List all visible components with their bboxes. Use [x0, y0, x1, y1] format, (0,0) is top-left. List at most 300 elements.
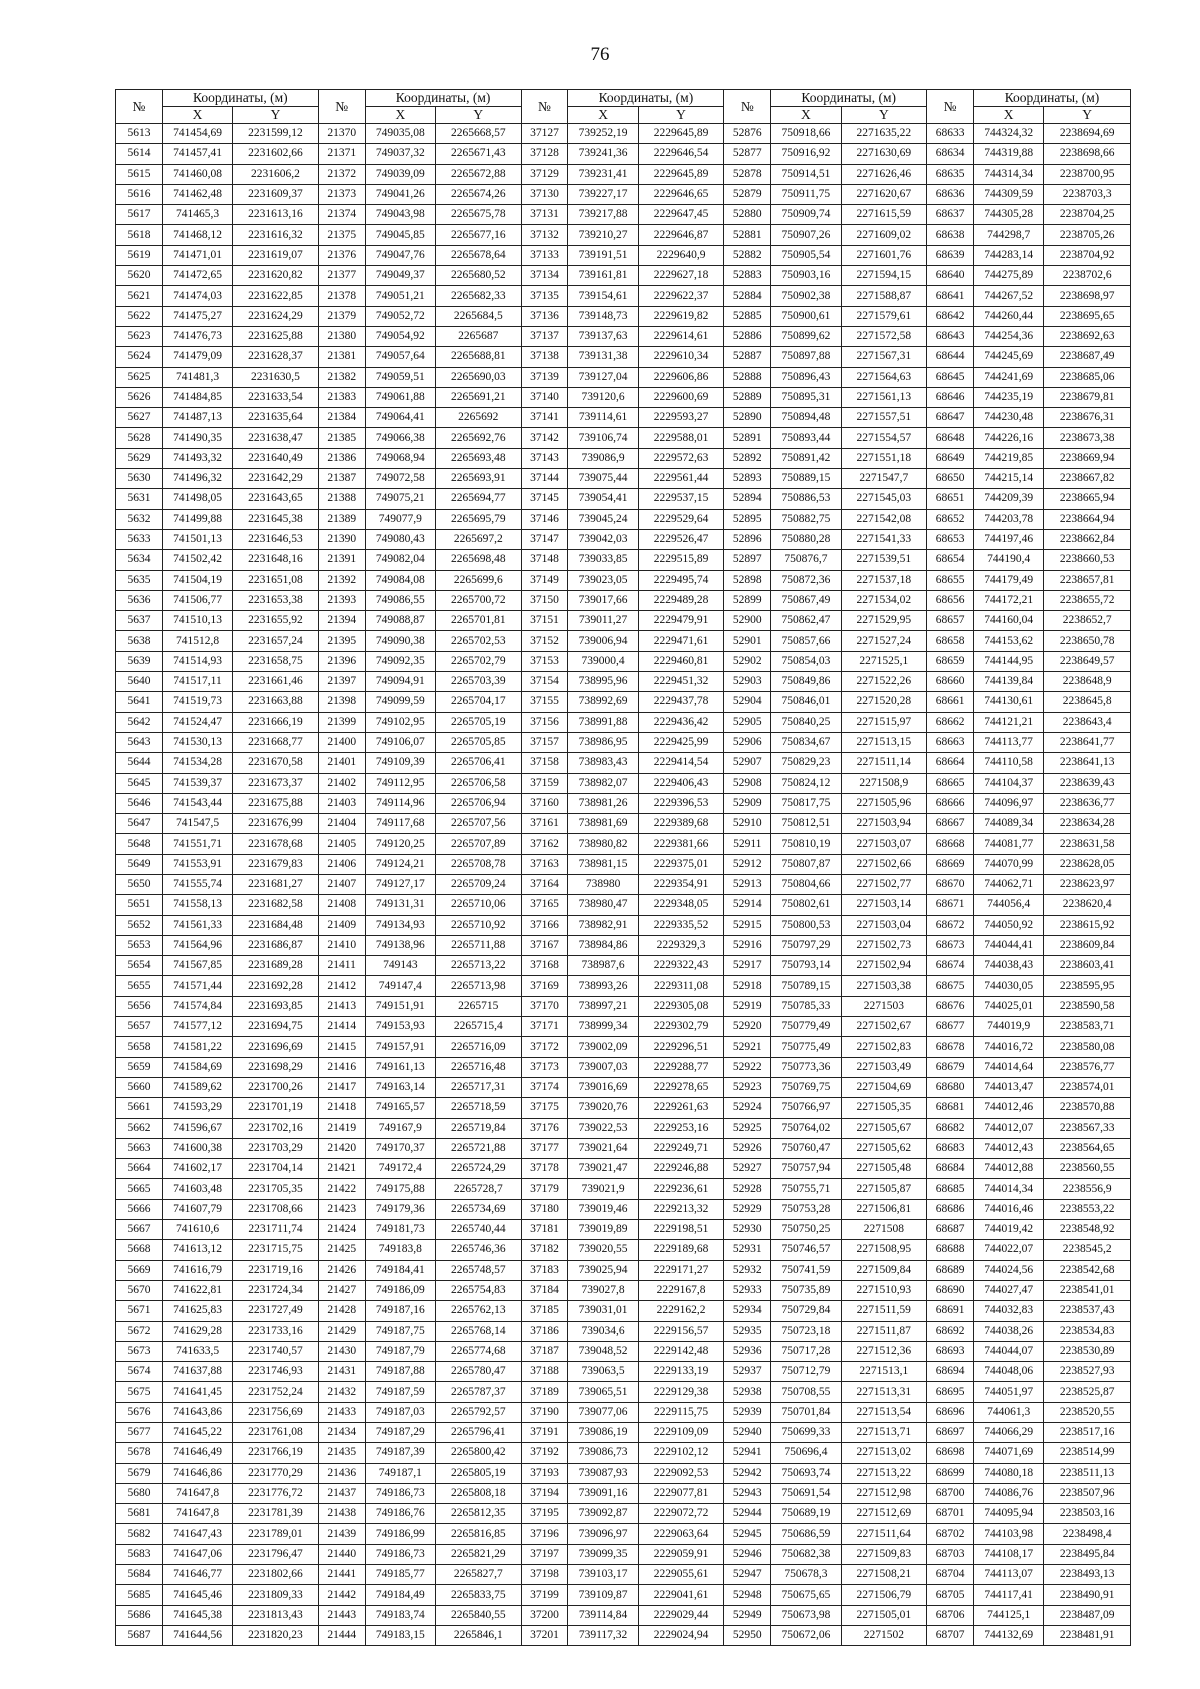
coord-x-cell: 744203,78 — [974, 509, 1044, 529]
coord-x-cell: 750824,12 — [771, 773, 841, 793]
point-number-cell: 68656 — [927, 590, 974, 610]
coord-y-cell: 2265812,35 — [435, 1504, 521, 1524]
coord-x-cell: 750764,02 — [771, 1118, 841, 1138]
coord-x-cell: 738992,69 — [568, 692, 638, 712]
point-number-cell: 5677 — [116, 1423, 163, 1443]
point-number-cell: 37127 — [521, 124, 568, 144]
coord-y-cell: 2231809,33 — [233, 1585, 319, 1605]
point-number-cell: 68702 — [927, 1524, 974, 1544]
point-number-cell: 37130 — [521, 184, 568, 204]
coord-y-cell: 2271505,87 — [841, 1179, 927, 1199]
coord-x-cell: 749167,9 — [365, 1118, 435, 1138]
point-number-cell: 5669 — [116, 1260, 163, 1280]
point-number-cell: 52876 — [724, 124, 771, 144]
coord-x-cell: 750693,74 — [771, 1463, 841, 1483]
coord-x-cell: 738987,6 — [568, 956, 638, 976]
coord-y-cell: 2229572,63 — [638, 448, 724, 468]
coord-x-cell: 739148,73 — [568, 306, 638, 326]
table-row — [116, 326, 1131, 346]
coord-y-cell: 2231666,19 — [233, 712, 319, 732]
coord-x-cell: 738982,91 — [568, 915, 638, 935]
point-number-cell: 52915 — [724, 915, 771, 935]
point-number-cell: 21397 — [318, 672, 365, 692]
table-row — [116, 1423, 1131, 1443]
coord-x-cell: 750895,31 — [771, 387, 841, 407]
point-number-cell: 68704 — [927, 1565, 974, 1585]
coord-y-cell: 2271564,63 — [841, 367, 927, 387]
coord-x-cell: 744275,89 — [974, 266, 1044, 286]
point-number-cell: 37142 — [521, 428, 568, 448]
column-group-coordinates: Координаты, (м) — [162, 90, 318, 107]
coord-x-cell: 739020,55 — [568, 1240, 638, 1260]
coord-x-cell: 744016,46 — [974, 1199, 1044, 1219]
coord-y-cell: 2238537,43 — [1044, 1301, 1131, 1321]
coord-x-cell: 744230,48 — [974, 408, 1044, 428]
point-number-cell: 37153 — [521, 651, 568, 671]
coord-x-cell: 739011,27 — [568, 611, 638, 631]
coord-x-cell: 750846,01 — [771, 692, 841, 712]
coord-x-cell: 749086,55 — [365, 590, 435, 610]
point-number-cell: 21444 — [318, 1625, 365, 1645]
coord-y-cell: 2238702,6 — [1044, 266, 1131, 286]
coord-y-cell: 2271522,26 — [841, 672, 927, 692]
coord-x-cell: 750800,53 — [771, 915, 841, 935]
coord-x-cell: 750896,43 — [771, 367, 841, 387]
coord-x-cell: 744062,71 — [974, 874, 1044, 894]
table-row — [116, 976, 1131, 996]
point-number-cell: 5676 — [116, 1402, 163, 1422]
table-row — [116, 529, 1131, 549]
coord-x-cell: 739077,06 — [568, 1402, 638, 1422]
point-number-cell: 5617 — [116, 205, 163, 225]
point-number-cell: 68670 — [927, 874, 974, 894]
coord-y-cell: 2265691,21 — [435, 387, 521, 407]
point-number-cell: 37166 — [521, 915, 568, 935]
coord-y-cell: 2265675,78 — [435, 205, 521, 225]
coord-x-cell: 749181,73 — [365, 1220, 435, 1240]
point-number-cell: 5661 — [116, 1098, 163, 1118]
point-number-cell: 68645 — [927, 367, 974, 387]
point-number-cell: 52895 — [724, 509, 771, 529]
point-number-cell: 68657 — [927, 611, 974, 631]
coord-y-cell: 2229489,28 — [638, 590, 724, 610]
point-number-cell: 52891 — [724, 428, 771, 448]
point-number-cell: 37154 — [521, 672, 568, 692]
point-number-cell: 21420 — [318, 1138, 365, 1158]
coord-x-cell: 750817,75 — [771, 793, 841, 813]
coord-x-cell: 744016,72 — [974, 1037, 1044, 1057]
point-number-cell: 37161 — [521, 814, 568, 834]
point-number-cell: 21385 — [318, 428, 365, 448]
coord-y-cell: 2231655,92 — [233, 611, 319, 631]
point-number-cell: 21381 — [318, 347, 365, 367]
point-number-cell: 21413 — [318, 996, 365, 1016]
coord-x-cell: 741471,01 — [162, 245, 232, 265]
coord-x-cell: 750789,15 — [771, 976, 841, 996]
coord-y-cell: 2271508 — [841, 1220, 927, 1240]
point-number-cell: 68683 — [927, 1138, 974, 1158]
coord-x-cell: 749186,73 — [365, 1544, 435, 1564]
coord-x-cell: 741574,84 — [162, 996, 232, 1016]
point-number-cell: 5627 — [116, 408, 163, 428]
point-number-cell: 52941 — [724, 1443, 771, 1463]
coord-x-cell: 744130,61 — [974, 692, 1044, 712]
coord-y-cell: 2271502,94 — [841, 956, 927, 976]
coord-y-cell: 2271512,36 — [841, 1341, 927, 1361]
coord-x-cell: 749134,93 — [365, 915, 435, 935]
point-number-cell: 68642 — [927, 306, 974, 326]
coord-y-cell: 2231638,47 — [233, 428, 319, 448]
coord-y-cell: 2231727,49 — [233, 1301, 319, 1321]
point-number-cell: 5645 — [116, 773, 163, 793]
point-number-cell: 21396 — [318, 651, 365, 671]
point-number-cell: 52879 — [724, 184, 771, 204]
point-number-cell: 68636 — [927, 184, 974, 204]
table-row — [116, 773, 1131, 793]
coord-y-cell: 2265677,16 — [435, 225, 521, 245]
column-group-coordinates: Координаты, (м) — [568, 90, 724, 107]
table-row — [116, 1585, 1131, 1605]
table-row — [116, 590, 1131, 610]
coord-x-cell: 744108,17 — [974, 1544, 1044, 1564]
coord-y-cell: 2271513,22 — [841, 1463, 927, 1483]
point-number-cell: 68639 — [927, 245, 974, 265]
point-number-cell: 52901 — [724, 631, 771, 651]
coord-y-cell: 2271534,02 — [841, 590, 927, 610]
coord-y-cell: 2271545,03 — [841, 489, 927, 509]
table-row — [116, 509, 1131, 529]
coord-y-cell: 2229406,43 — [638, 773, 724, 793]
coord-x-cell: 749057,64 — [365, 347, 435, 367]
coord-x-cell: 750766,97 — [771, 1098, 841, 1118]
point-number-cell: 52916 — [724, 935, 771, 955]
coord-x-cell: 741564,96 — [162, 935, 232, 955]
point-number-cell: 52947 — [724, 1565, 771, 1585]
point-number-cell: 52926 — [724, 1138, 771, 1158]
point-number-cell: 68699 — [927, 1463, 974, 1483]
coord-x-cell: 750779,49 — [771, 1017, 841, 1037]
coord-y-cell: 2271511,14 — [841, 753, 927, 773]
coord-x-cell: 741502,42 — [162, 550, 232, 570]
coord-y-cell: 2265717,31 — [435, 1077, 521, 1097]
point-number-cell: 68672 — [927, 915, 974, 935]
coord-y-cell: 2238620,4 — [1044, 895, 1131, 915]
coord-y-cell: 2238595,95 — [1044, 976, 1131, 996]
point-number-cell: 5667 — [116, 1220, 163, 1240]
coord-x-cell: 739120,6 — [568, 387, 638, 407]
table-row — [116, 489, 1131, 509]
coord-y-cell: 2238548,92 — [1044, 1220, 1131, 1240]
coord-y-cell: 2271537,18 — [841, 570, 927, 590]
coord-y-cell: 2231813,43 — [233, 1605, 319, 1625]
coord-x-cell: 738993,26 — [568, 976, 638, 996]
coord-x-cell: 741490,35 — [162, 428, 232, 448]
point-number-cell: 37192 — [521, 1443, 568, 1463]
point-number-cell: 68701 — [927, 1504, 974, 1524]
column-header-x: X — [771, 107, 841, 124]
coord-x-cell: 749080,43 — [365, 529, 435, 549]
point-number-cell: 68641 — [927, 286, 974, 306]
point-number-cell: 5652 — [116, 915, 163, 935]
coord-x-cell: 741647,8 — [162, 1483, 232, 1503]
coord-x-cell: 744267,52 — [974, 286, 1044, 306]
coord-x-cell: 749151,91 — [365, 996, 435, 1016]
table-row — [116, 874, 1131, 894]
coord-x-cell: 739117,32 — [568, 1625, 638, 1645]
coord-x-cell: 749084,08 — [365, 570, 435, 590]
coord-x-cell: 744048,06 — [974, 1362, 1044, 1382]
coord-y-cell: 2231776,72 — [233, 1483, 319, 1503]
coord-y-cell: 2265748,57 — [435, 1260, 521, 1280]
point-number-cell: 52918 — [724, 976, 771, 996]
coord-y-cell: 2231625,88 — [233, 326, 319, 346]
coord-x-cell: 744012,07 — [974, 1118, 1044, 1138]
coord-x-cell: 749183,15 — [365, 1625, 435, 1645]
coord-x-cell: 739231,41 — [568, 164, 638, 184]
table-row — [116, 1017, 1131, 1037]
coord-x-cell: 750862,47 — [771, 611, 841, 631]
point-number-cell: 21414 — [318, 1017, 365, 1037]
table-row — [116, 1037, 1131, 1057]
coord-x-cell: 749143 — [365, 956, 435, 976]
coord-x-cell: 744086,76 — [974, 1483, 1044, 1503]
coord-y-cell: 2231602,66 — [233, 144, 319, 164]
point-number-cell: 37151 — [521, 611, 568, 631]
point-number-cell: 5682 — [116, 1524, 163, 1544]
point-number-cell: 37140 — [521, 387, 568, 407]
coord-y-cell: 2229198,51 — [638, 1220, 724, 1240]
coord-x-cell: 749052,72 — [365, 306, 435, 326]
point-number-cell: 37178 — [521, 1159, 568, 1179]
table-row — [116, 692, 1131, 712]
coord-x-cell: 750829,23 — [771, 753, 841, 773]
coord-x-cell: 739086,73 — [568, 1443, 638, 1463]
coord-x-cell: 744095,94 — [974, 1504, 1044, 1524]
table-row — [116, 793, 1131, 813]
point-number-cell: 52920 — [724, 1017, 771, 1037]
coord-y-cell: 2238541,01 — [1044, 1280, 1131, 1300]
coord-y-cell: 2265800,42 — [435, 1443, 521, 1463]
point-number-cell: 68694 — [927, 1362, 974, 1382]
point-number-cell: 5621 — [116, 286, 163, 306]
coord-x-cell: 739103,17 — [568, 1565, 638, 1585]
point-number-cell: 52892 — [724, 448, 771, 468]
point-number-cell: 52933 — [724, 1280, 771, 1300]
coord-y-cell: 2238639,43 — [1044, 773, 1131, 793]
coord-y-cell: 2265713,98 — [435, 976, 521, 996]
coord-y-cell: 2265693,91 — [435, 469, 521, 489]
coord-x-cell: 741479,09 — [162, 347, 232, 367]
table-row — [116, 834, 1131, 854]
coord-x-cell: 750753,28 — [771, 1199, 841, 1219]
coord-y-cell: 2238648,9 — [1044, 672, 1131, 692]
point-number-cell: 68661 — [927, 692, 974, 712]
coord-x-cell: 750750,25 — [771, 1220, 841, 1240]
coord-x-cell: 744044,07 — [974, 1341, 1044, 1361]
coord-x-cell: 739021,47 — [568, 1159, 638, 1179]
coord-x-cell: 739022,53 — [568, 1118, 638, 1138]
coord-x-cell: 738995,96 — [568, 672, 638, 692]
coord-x-cell: 739154,61 — [568, 286, 638, 306]
coord-y-cell: 2229436,42 — [638, 712, 724, 732]
coord-y-cell: 2229142,48 — [638, 1341, 724, 1361]
point-number-cell: 21423 — [318, 1199, 365, 1219]
coord-y-cell: 2229246,88 — [638, 1159, 724, 1179]
coord-x-cell: 741512,8 — [162, 631, 232, 651]
coord-x-cell: 750886,53 — [771, 489, 841, 509]
point-number-cell: 37131 — [521, 205, 568, 225]
point-number-cell: 21372 — [318, 164, 365, 184]
point-number-cell: 68648 — [927, 428, 974, 448]
point-number-cell: 37173 — [521, 1057, 568, 1077]
coord-x-cell: 750849,86 — [771, 672, 841, 692]
coord-y-cell: 2271567,31 — [841, 347, 927, 367]
point-number-cell: 5668 — [116, 1240, 163, 1260]
point-number-cell: 68695 — [927, 1382, 974, 1402]
coord-y-cell: 2265762,13 — [435, 1301, 521, 1321]
coord-y-cell: 2265716,09 — [435, 1037, 521, 1057]
coord-y-cell: 2229348,05 — [638, 895, 724, 915]
point-number-cell: 68660 — [927, 672, 974, 692]
coord-y-cell: 2265796,41 — [435, 1423, 521, 1443]
point-number-cell: 21424 — [318, 1220, 365, 1240]
coord-y-cell: 2229236,61 — [638, 1179, 724, 1199]
table-row — [116, 915, 1131, 935]
coord-x-cell: 739021,9 — [568, 1179, 638, 1199]
coord-y-cell: 2229189,68 — [638, 1240, 724, 1260]
coord-x-cell: 749082,04 — [365, 550, 435, 570]
coord-x-cell: 744121,21 — [974, 712, 1044, 732]
coord-y-cell: 2265840,55 — [435, 1605, 521, 1625]
coord-y-cell: 2265740,44 — [435, 1220, 521, 1240]
point-number-cell: 52940 — [724, 1423, 771, 1443]
header-row-groups — [116, 90, 1131, 107]
coord-y-cell: 2231640,49 — [233, 448, 319, 468]
point-number-cell: 52894 — [724, 489, 771, 509]
point-number-cell: 21429 — [318, 1321, 365, 1341]
point-number-cell: 21426 — [318, 1260, 365, 1280]
coord-y-cell: 2265695,79 — [435, 509, 521, 529]
coord-x-cell: 749170,37 — [365, 1138, 435, 1158]
coord-y-cell: 2271513,54 — [841, 1402, 927, 1422]
coord-y-cell: 2229389,68 — [638, 814, 724, 834]
coord-x-cell: 739087,93 — [568, 1463, 638, 1483]
point-number-cell: 21404 — [318, 814, 365, 834]
coord-y-cell: 2265833,75 — [435, 1585, 521, 1605]
point-number-cell: 68680 — [927, 1077, 974, 1097]
coord-y-cell: 2231633,54 — [233, 387, 319, 407]
coord-x-cell: 749138,96 — [365, 935, 435, 955]
point-number-cell: 52913 — [724, 874, 771, 894]
coord-x-cell: 749061,88 — [365, 387, 435, 407]
table-row — [116, 124, 1131, 144]
coord-x-cell: 741493,32 — [162, 448, 232, 468]
coord-y-cell: 2265754,83 — [435, 1280, 521, 1300]
coord-x-cell: 744283,14 — [974, 245, 1044, 265]
coord-x-cell: 750797,29 — [771, 935, 841, 955]
coord-x-cell: 750673,98 — [771, 1605, 841, 1625]
column-header-y: Y — [233, 107, 319, 124]
point-number-cell: 37200 — [521, 1605, 568, 1625]
coord-y-cell: 2271511,87 — [841, 1321, 927, 1341]
coord-x-cell: 741643,86 — [162, 1402, 232, 1422]
table-row — [116, 1625, 1131, 1645]
coord-x-cell: 749041,26 — [365, 184, 435, 204]
point-number-cell: 52917 — [724, 956, 771, 976]
coord-y-cell: 2229249,71 — [638, 1138, 724, 1158]
coord-y-cell: 2231694,75 — [233, 1017, 319, 1037]
coord-x-cell: 749187,79 — [365, 1341, 435, 1361]
table-row — [116, 408, 1131, 428]
page-number: 76 — [590, 44, 610, 65]
coord-y-cell: 2265668,57 — [435, 124, 521, 144]
coord-y-cell: 2238652,7 — [1044, 611, 1131, 631]
coord-y-cell: 2229537,15 — [638, 489, 724, 509]
table-row — [116, 1138, 1131, 1158]
point-number-cell: 68635 — [927, 164, 974, 184]
table-row — [116, 732, 1131, 752]
coord-y-cell: 2231682,58 — [233, 895, 319, 915]
coord-y-cell: 2271503,49 — [841, 1057, 927, 1077]
coord-y-cell: 2231746,93 — [233, 1362, 319, 1382]
point-number-cell: 37169 — [521, 976, 568, 996]
coord-x-cell: 744254,36 — [974, 326, 1044, 346]
table-row — [116, 550, 1131, 570]
point-number-cell: 5647 — [116, 814, 163, 834]
coord-y-cell: 2238574,01 — [1044, 1077, 1131, 1097]
coord-y-cell: 2265702,53 — [435, 631, 521, 651]
point-number-cell: 52893 — [724, 469, 771, 489]
point-number-cell: 37186 — [521, 1321, 568, 1341]
point-number-cell: 52946 — [724, 1544, 771, 1564]
coord-y-cell: 2265678,64 — [435, 245, 521, 265]
point-number-cell: 5679 — [116, 1463, 163, 1483]
table-body — [116, 124, 1131, 1646]
coord-x-cell: 744209,39 — [974, 489, 1044, 509]
coord-x-cell: 741510,13 — [162, 611, 232, 631]
coord-y-cell: 2238705,26 — [1044, 225, 1131, 245]
coord-x-cell: 750678,3 — [771, 1565, 841, 1585]
coord-x-cell: 749187,39 — [365, 1443, 435, 1463]
coord-x-cell: 749039,09 — [365, 164, 435, 184]
point-number-cell: 37197 — [521, 1544, 568, 1564]
coord-y-cell: 2231820,23 — [233, 1625, 319, 1645]
coord-y-cell: 2229593,27 — [638, 408, 724, 428]
coord-y-cell: 2231624,29 — [233, 306, 319, 326]
table-row — [116, 1260, 1131, 1280]
point-number-cell: 37138 — [521, 347, 568, 367]
table-row — [116, 1605, 1131, 1625]
coord-y-cell: 2231663,88 — [233, 692, 319, 712]
point-number-cell: 37182 — [521, 1240, 568, 1260]
point-number-cell: 5624 — [116, 347, 163, 367]
coord-x-cell: 741625,83 — [162, 1301, 232, 1321]
coord-y-cell: 2231789,01 — [233, 1524, 319, 1544]
table-row — [116, 347, 1131, 367]
point-number-cell: 21418 — [318, 1098, 365, 1118]
coord-x-cell: 744305,28 — [974, 205, 1044, 225]
point-number-cell: 68682 — [927, 1118, 974, 1138]
point-number-cell: 37160 — [521, 793, 568, 813]
coord-y-cell: 2229335,52 — [638, 915, 724, 935]
coord-x-cell: 741646,49 — [162, 1443, 232, 1463]
column-header-number: № — [927, 90, 974, 124]
coord-x-cell: 738981,69 — [568, 814, 638, 834]
coord-y-cell: 2238487,09 — [1044, 1605, 1131, 1625]
coord-x-cell: 739106,74 — [568, 428, 638, 448]
coord-y-cell: 2271609,02 — [841, 225, 927, 245]
point-number-cell: 52896 — [724, 529, 771, 549]
